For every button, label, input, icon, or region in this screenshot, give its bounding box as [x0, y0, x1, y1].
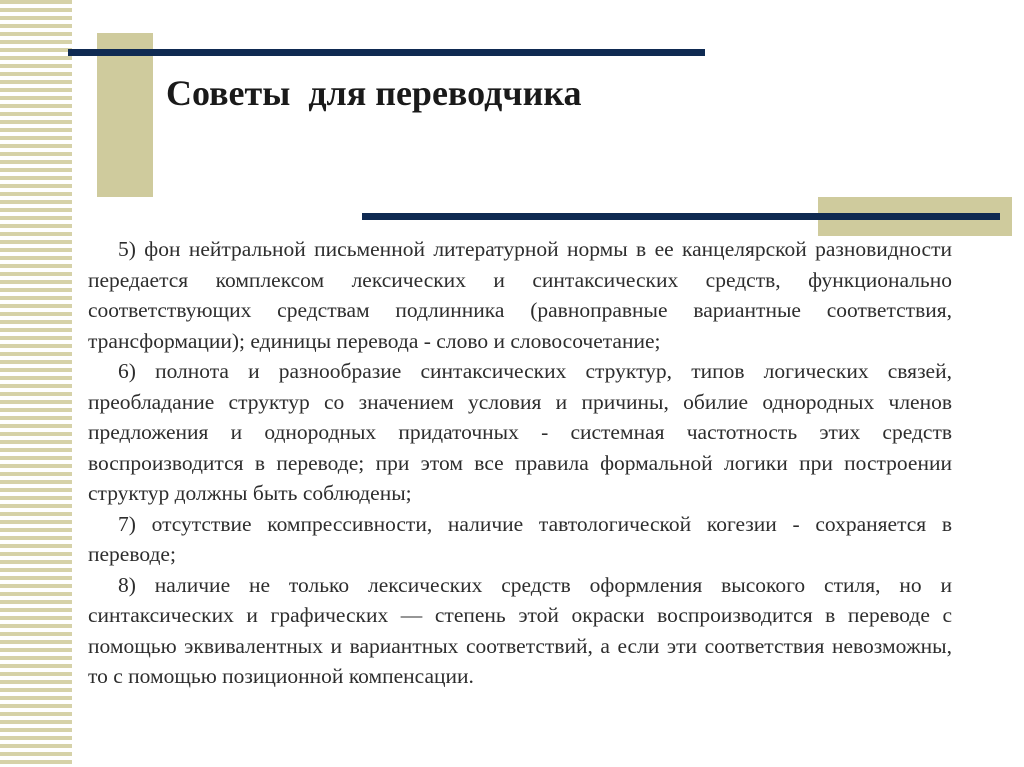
decorative-stripes: [0, 0, 72, 767]
slide-title: Советы для переводчика: [166, 73, 582, 113]
paragraph-7: 7) отсутствие компрессивности, наличие тавтологической когезии - сохраняется в переводе;: [88, 511, 952, 566]
paragraph-8: 8) наличие не только лексических средств оформления высокого стиля, но и синтаксических и графических — степень этой окраски воспроизводится в переводе с помощью эквивалентных и вариантных соответствий, а если эти соответствия невозможны, то с помощью позиционной компенсации.: [88, 572, 952, 688]
decorative-navy-line-top: [68, 49, 705, 56]
paragraph-6: 6) полнота и разнообразие синтаксических структур, типов логических связей, преобладание структур со значением условия и причины, обилие однородных членов предложения и однородных придаточных - системная частотность этих средств воспроизводится в переводе; при этом все правила формальной логики при построении структур должны быть соблюдены;: [88, 359, 952, 505]
paragraph-5: 5) фон нейтральной письменной литературной нормы в ее канцелярской разновидности передается комплексом лексических и синтаксических средств, функционально соответствующих средствам подлинника (равноправные вариантные соответствия, трансформации); единицы перевода - слово и словосочетание;: [88, 237, 952, 353]
decorative-olive-block-left: [97, 33, 153, 197]
decorative-navy-line-mid: [362, 213, 1000, 220]
slide-body: [88, 234, 952, 692]
